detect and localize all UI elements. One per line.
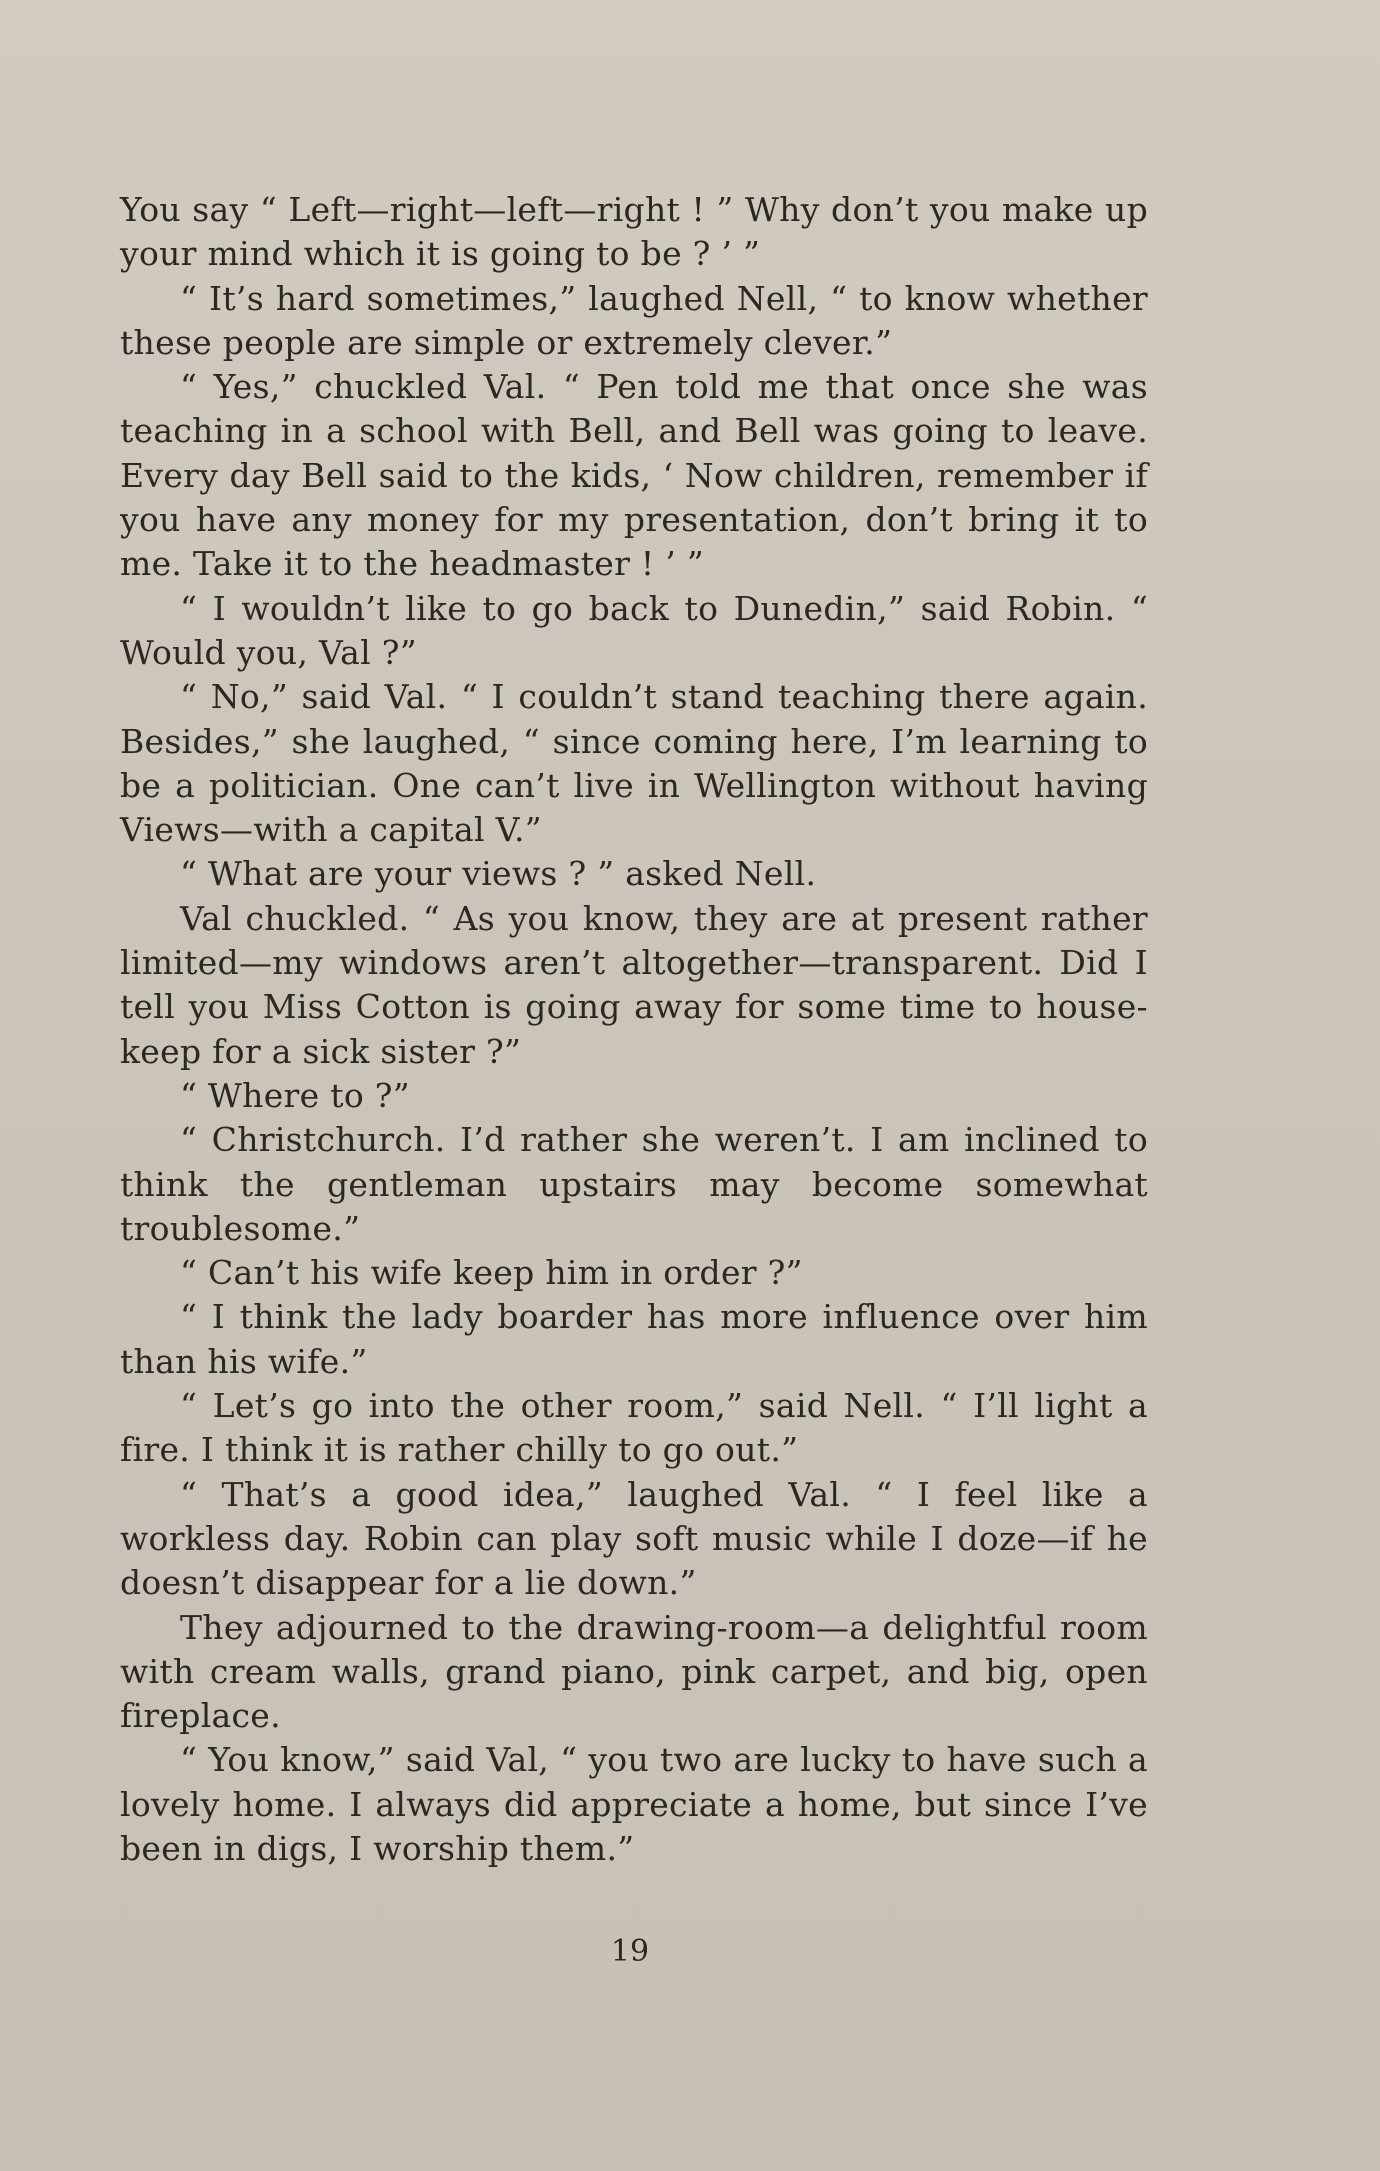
page-number: 19: [610, 1934, 650, 1969]
paragraph: “ It’s hard sometimes,” laughed Nell, “ to know whether these people are simple or extremely clever.”: [120, 278, 1148, 362]
paragraph: “ I think the lady boarder has more influence over him than his wife.”: [120, 1297, 1148, 1381]
paragraph: “ That’s a good idea,” laughed Val. “ I feel like a workless day. Robin can play soft music while I doze—if he doesn’t disappear for a lie down.”: [120, 1474, 1148, 1603]
paragraph: “ You know,” said Val, “ you two are lucky to have such a lovely home. I always did appreciate a home, but since I’ve been in digs, I worship them.”: [120, 1740, 1148, 1868]
paragraph: “ Can’t his wife keep him in order ?”: [180, 1253, 803, 1293]
paragraph: They adjourned to the drawing-room—a delightful room with cream walls, grand piano, pink carpet, and big, open fireplace.: [120, 1607, 1148, 1736]
paragraph: Val chuckled. “ As you know, they are at present rather limited—my windows aren’t altogether—transparent. Did I tell you Miss Cotton is going away for some time to house-keep for a sick sister ?”: [120, 898, 1148, 1071]
paragraph: “ I wouldn’t like to go back to Dunedin,” said Robin. “ Would you, Val ?”: [120, 588, 1148, 672]
body-text: [120, 188, 1148, 1871]
paragraph: “ No,” said Val. “ I couldn’t stand teaching there again. Besides,” she laughed, “ since coming here, I’m learning to be a politician. One can’t live in Wellington without having Views—with a capital V.”: [120, 677, 1148, 850]
paragraph: You say “ Left—right—left—right ! ” Why don’t you make up your mind which it is going to be ? ’ ”: [120, 190, 1148, 274]
paragraph: “ Let’s go into the other room,” said Nell. “ I’ll light a fire. I think it is rather chilly to go out.”: [120, 1386, 1148, 1470]
paragraph: “ What are your views ? ” asked Nell.: [180, 854, 817, 894]
paragraph: “ Yes,” chuckled Val. “ Pen told me that once she was teaching in a school with Bell, and Bell was going to leave. Every day Bell said to the kids, ‘ Now children, remember if you have any money for my presentation, don’t bring it to me. Take it to the headmaster ! ’ ”: [120, 367, 1148, 584]
paragraph: “ Where to ?”: [180, 1075, 410, 1115]
paragraph: “ Christchurch. I’d rather she weren’t. I am inclined to think the gentleman upstairs may become somewhat troublesome.”: [120, 1120, 1148, 1248]
